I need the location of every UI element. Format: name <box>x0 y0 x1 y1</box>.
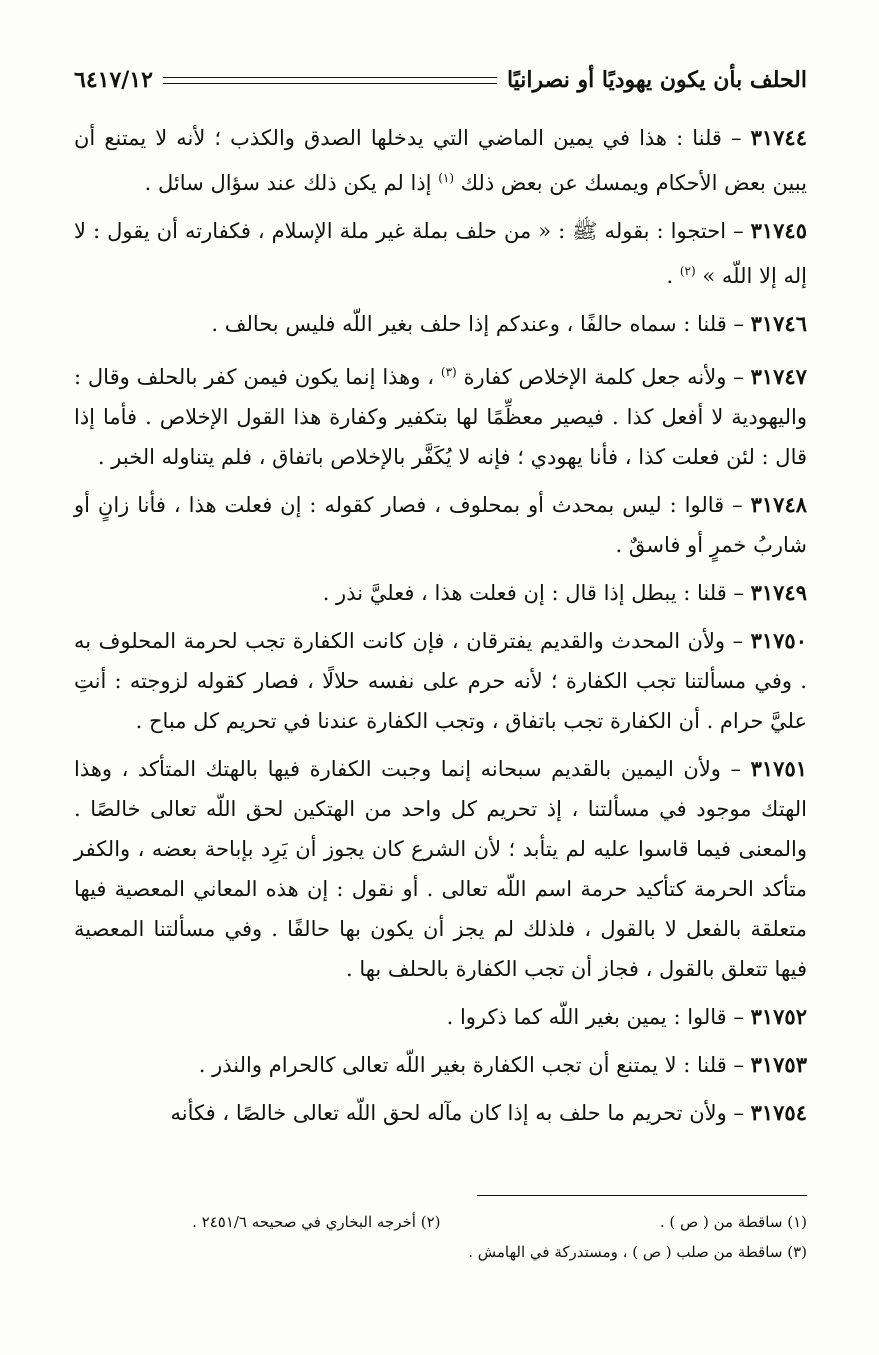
footnote-1: (١) ساقطة من ( ص ) . <box>659 1213 807 1231</box>
paragraph: ٣١٧٤٩ – قلنا : يبطل إذا قال : إن فعلت هذا ، فعليَّ نذر . <box>322 580 807 605</box>
footnote-marker: (١) <box>438 171 455 185</box>
paragraph-text: قلنا : لا يمتنع أن تجب الكفارة بغير اللّه تعالى كالحرام والنذر . <box>198 1053 727 1077</box>
paragraph: ٣١٧٥٣ – قلنا : لا يمتنع أن تجب الكفارة بغير اللّه تعالى كالحرام والنذر . <box>198 1052 807 1077</box>
paragraph-text: قلنا : هذا في يمين الماضي التي يدخلها الصدق والكذب ؛ لأنه لا يمتنع أن يبين بعض الأحكام ويمسك عن بعض ذلك <box>74 126 807 195</box>
paragraph-text: قلنا : سماه حالفًا ، وعندكم إذا حلف بغير اللّه فليس بحالف . <box>211 312 727 336</box>
paragraph-text: احتجوا : بقوله ﷺ : « من حلف بملة غير ملة الإسلام ، فكفارته أن يقول : لا إله إلا اللّه » <box>74 219 807 288</box>
paragraph-text: ولأن تحريم ما حلف به إذا كان مآله لحق اللّه تعالى خالصًا ، فكأنه <box>170 1101 727 1125</box>
paragraph: ٣١٧٥١ – ولأن اليمين بالقديم سبحانه إنما وجبت الكفارة فيها بالهتك المتأكد ، وهذا الهتك موجود في مسألتنا ، إذ تحريم كل واحد من الهتكين لحق اللّه تعالى خالصًا . والمعنى فيما قاسوا عليه لم يتأبد ؛ لأن الشرع كان يجوز أن يَرِد بإباحة بعضه ، والكفر متأكد الحرمة كتأكيد حرمة اسم اللّه تعالى . أو نقول : إن هذه المعاني المعصية فيها متعلقة بالفعل لا بالقول ، فلذلك لم يجز أن يكون بها حالفًا . وفي مسألتنا المعصية فيها تتعلق بالقول ، فجاز أن تجب الكفارة بالحلف بها . <box>74 756 808 981</box>
paragraph-text-cont: إذا لم يكن ذلك عند سؤال سائل . <box>144 171 432 195</box>
header-title: الحلف بأن يكون يهوديًا أو نصرانيًا <box>506 67 807 93</box>
paragraph-number: ٣١٧٤٧ <box>750 364 807 389</box>
paragraph: ٣١٧٥٢ – قالوا : يمين بغير اللّه كما ذكروا . <box>446 1004 807 1029</box>
paragraph-text: ولأن المحدث والقديم يفترقان ، فإن كانت الكفارة تجب لحرمة المحلوف به . وفي مسألتنا تجب الكفارة ؛ لأنه حرم على نفسه حلالًا ، فصار كقوله لزوجته : أنتِ عليَّ حرام . أن الكفارة تجب باتفاق ، وتجب الكفارة عندنا في تحريم كل مباح . <box>74 629 807 733</box>
paragraph-number: ٣١٧٤٨ <box>750 492 808 517</box>
paragraph-number: ٣١٧٥١ <box>750 756 808 781</box>
paragraph: ٣١٧٤٦ – قلنا : سماه حالفًا ، وعندكم إذا حلف بغير اللّه فليس بحالف . <box>211 311 807 336</box>
paragraph-text: ولأنه جعل كلمة الإخلاص كفارة <box>463 365 727 389</box>
paragraph-number: ٣١٧٥٠ <box>750 628 807 653</box>
paragraph: ٣١٧٤٤ – قلنا : هذا في يمين الماضي التي يدخلها الصدق والكذب ؛ لأنه لا يمتنع أن يبين بعض الأحكام ويمسك عن بعض ذلك $^{(١)}$ إذا لم يكن ذلك عند سؤال سائل . <box>74 125 807 195</box>
footnote-marker: (٣) <box>440 365 457 379</box>
paragraph-number: ٣١٧٥٢ <box>750 1004 807 1029</box>
paragraph: ٣١٧٤٧ – ولأنه جعل كلمة الإخلاص كفارة $^{(٣)}$ ، وهذا إنما يكون فيمن كفر بالحلف وقال : واليهودية لا أفعل كذا . فيصير معظِّمًا لها بتكفير وكفارة هذا القول الإخلاص . فأما إذا قال : لئن فعلت كذا ، فأنا يهودي ؛ فإنه لا يُكَفَّر بالإخلاص باتفاق ، فلم يتناوله الخبر . <box>74 364 807 469</box>
paragraph-number: ٣١٧٥٣ <box>750 1052 807 1077</box>
paragraph-number: ٣١٧٥٤ <box>750 1100 807 1125</box>
footnotes <box>74 1207 807 1267</box>
paragraph-text: قلنا : يبطل إذا قال : إن فعلت هذا ، فعليَّ نذر . <box>322 581 727 605</box>
paragraph: ٣١٧٥٤ – ولأن تحريم ما حلف به إذا كان مآله لحق اللّه تعالى خالصًا ، فكأنه <box>170 1100 807 1125</box>
footnote-row <box>74 1207 807 1237</box>
paragraph-text-cont: . <box>666 264 674 288</box>
paragraph: ٣١٧٤٨ – قالوا : ليس بمحدث أو بمحلوف ، فصار كقوله : إن فعلت هذا ، فأنا زانٍ أو شاربُ خمرٍ أو فاسقٌ . <box>74 492 808 557</box>
paragraph: ٣١٧٥٠ – ولأن المحدث والقديم يفترقان ، فإن كانت الكفارة تجب لحرمة المحلوف به . وفي مسألتنا تجب الكفارة ؛ لأنه حرم على نفسه حلالًا ، فصار كقوله لزوجته : أنتِ عليَّ حرام . أن الكفارة تجب باتفاق ، وتجب الكفارة عندنا في تحريم كل مباح . <box>74 628 807 733</box>
paragraph-number: ٣١٧٤٤ <box>750 125 807 150</box>
paragraph-text: قالوا : ليس بمحدث أو بمحلوف ، فصار كقوله : إن فعلت هذا ، فأنا زانٍ أو شاربُ خمرٍ أو فاسقٌ . <box>74 493 807 557</box>
footnote-3: (٣) ساقطة من صلب ( ص ) ، ومستدركة في الهامش . <box>468 1243 807 1261</box>
paragraph-text-cont: ، وهذا إنما يكون فيمن كفر بالحلف وقال : واليهودية لا أفعل كذا . فيصير معظِّمًا لها بتكفير وكفارة هذا القول الإخلاص . فأما إذا قال : لئن فعلت كذا ، فأنا يهودي ؛ فإنه لا يُكَفَّر بالإخلاص باتفاق ، فلم يتناوله الخبر . <box>74 365 807 469</box>
paragraph-text: قالوا : يمين بغير اللّه كما ذكروا . <box>446 1005 727 1029</box>
paragraph-number: ٣١٧٤٦ <box>750 311 807 336</box>
paragraph: ٣١٧٤٥ – احتجوا : بقوله ﷺ : « من حلف بملة غير ملة الإسلام ، فكفارته أن يقول : لا إله إلا اللّه » $^{(٢)}$ . <box>74 218 807 288</box>
footnote-2: (٢) أخرجه البخاري في صحيحه ٢٤٥١/٦ . <box>192 1213 441 1231</box>
footnote-divider <box>477 1195 807 1196</box>
paragraph-number: ٣١٧٤٩ <box>750 580 807 605</box>
paragraph-number: ٣١٧٤٥ <box>750 218 807 243</box>
page-number: ٦٤١٧/١٢ <box>74 67 153 93</box>
footnote-marker: (٢) <box>679 264 696 278</box>
running-header <box>74 60 807 100</box>
paragraph-text: ولأن اليمين بالقديم سبحانه إنما وجبت الكفارة فيها بالهتك المتأكد ، وهذا الهتك موجود في مسألتنا ، إذ تحريم كل واحد من الهتكين لحق اللّه تعالى خالصًا . والمعنى فيما قاسوا عليه لم يتأبد ؛ لأن الشرع كان يجوز أن يَرِد بإباحة بعضه ، والكفر متأكد الحرمة كتأكيد حرمة اسم اللّه تعالى . أو نقول : إن هذه المعاني المعصية فيها متعلقة بالفعل لا بالقول ، فلذلك لم يجز أن يكون بها حالفًا . وفي مسألتنا المعصية فيها تتعلق بالقول ، فجاز أن تجب الكفارة بالحلف بها . <box>74 757 807 981</box>
footnote-row <box>74 1237 807 1267</box>
header-rule <box>163 77 497 84</box>
page-body <box>74 118 807 1141</box>
